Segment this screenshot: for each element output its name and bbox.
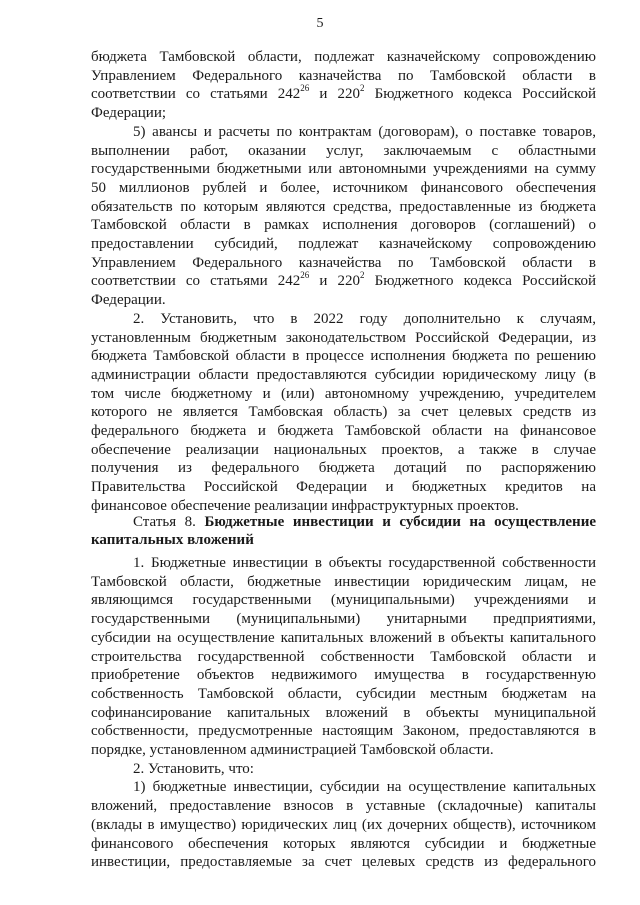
text-line: приобретение объектов недвижимого имущества в государственную	[91, 667, 596, 684]
text-line: Управлением Федерального казначейства по Тамбовской области в	[91, 254, 596, 271]
text-line: софинансирование капитальных вложений в объекты муниципальной	[91, 704, 596, 721]
article-heading-prefix: Статья 8.	[133, 514, 205, 530]
text-line	[91, 272, 596, 290]
text-line: получения из федерального бюджета дотаций по распоряжению	[91, 460, 596, 477]
text-line: федерального бюджета и бюджета Тамбовской области на финансовое	[91, 423, 596, 439]
superscript: 26	[300, 83, 310, 94]
text-line: бюджета Тамбовской области, подлежат казначейскому сопровождению	[91, 49, 596, 65]
text-line: государственными (муниципальными) унитарными предприятиями,	[91, 611, 596, 628]
text-line: Правительства Российской Федерации и бюджетных кредитов на	[91, 479, 596, 496]
text-line: 2. Установить, что в 2022 году дополнительно к случаям,	[133, 310, 596, 327]
text-line: государственными бюджетными или автономными учреждениями на сумму	[91, 161, 596, 178]
text-line: инвестиции, предоставляемые за счет целевых средств из федерального	[91, 854, 596, 871]
text-fragment: соответствии со статьями 242	[91, 86, 301, 103]
text-line	[91, 85, 596, 103]
text-line: вложений, предоставление взносов в уставные (складочные) капиталы	[91, 798, 596, 815]
text-line: строительства государственной собственности Тамбовской области и	[91, 648, 596, 665]
text-line: являющимся государственными (муниципальными) учреждениями и	[91, 592, 596, 609]
text-fragment: и 220	[309, 86, 361, 103]
text-line: собственности, предусмотренные настоящим Законом, предоставляются в	[91, 723, 596, 740]
text-line: Тамбовской области, бюджетные инвестиции юридическим лицам, не	[91, 573, 596, 590]
text-line: 1. Бюджетные инвестиции в объекты государственной собственности	[133, 555, 596, 571]
text-fragment: Бюджетного кодекса Российской	[364, 86, 597, 103]
superscript: 2	[360, 270, 365, 281]
text-line: Федерации.	[91, 292, 166, 309]
text-line: 5) авансы и расчеты по контрактам (договорам), о поставке товаров,	[133, 123, 596, 140]
text-line: обязательств по которым являются средства, предоставленные из бюджета	[91, 198, 596, 215]
article-heading-title: Бюджетные инвестиции и субсидии на осуществление	[204, 514, 596, 530]
text-line: субсидии на осуществление капитальных вложений в объекты капитального	[91, 629, 596, 646]
text-line: 50 миллионов рублей и более, источником финансового обеспечения	[91, 179, 596, 196]
text-line: финансовое обеспечение реализации инфраструктурных проектов.	[91, 497, 519, 514]
text-line: собственность Тамбовской области, субсидии местным бюджетам на	[91, 685, 596, 702]
article-heading-line1	[133, 513, 596, 531]
page-number: 5	[316, 16, 324, 31]
text-line: 2. Установить, что:	[133, 760, 254, 777]
text-line: администрации области предоставляются субсидии юридическому лицу (в	[91, 366, 596, 383]
article-heading-line2: капитальных вложений	[91, 532, 254, 548]
text-line: Федерации;	[91, 105, 167, 122]
text-line: обеспечение реализации национальных проектов, а также в случае	[91, 441, 596, 458]
text-line: финансового обеспечения которых являются субсидии и бюджетные	[91, 835, 596, 852]
text-line: выполнении работ, оказании услуг, заключаемым с областными	[91, 142, 596, 159]
text-line: Тамбовской области в рамках исполнения договоров (соглашений) о	[91, 217, 596, 234]
text-fragment: и 220	[309, 273, 361, 290]
superscript: 26	[300, 270, 310, 281]
text-line: предоставлении субсидий, подлежат казначейскому сопровождению	[91, 236, 596, 252]
text-line: том числе бюджетному и (или) автономному учреждению, учредителем	[91, 385, 596, 402]
text-line: (вклады в имущество) юридических лиц (их дочерних обществ), источником	[91, 816, 596, 833]
superscript: 2	[360, 83, 365, 94]
text-line: установленным бюджетным законодательством Российской Федерации, из	[91, 329, 596, 346]
text-line: Управлением Федерального казначейства по Тамбовской области в	[91, 67, 596, 84]
text-fragment: соответствии со статьями 242	[91, 273, 301, 290]
text-line: 1) бюджетные инвестиции, субсидии на осуществление капитальных	[133, 779, 596, 796]
text-line: которого не является Тамбовская область) за счет целевых средств из	[91, 404, 596, 421]
text-line: бюджета Тамбовской области в процессе исполнения бюджета по решению	[91, 348, 596, 365]
text-line: порядке, установленном администрацией Тамбовской области.	[91, 742, 494, 758]
text-fragment: Бюджетного кодекса Российской	[364, 273, 597, 290]
